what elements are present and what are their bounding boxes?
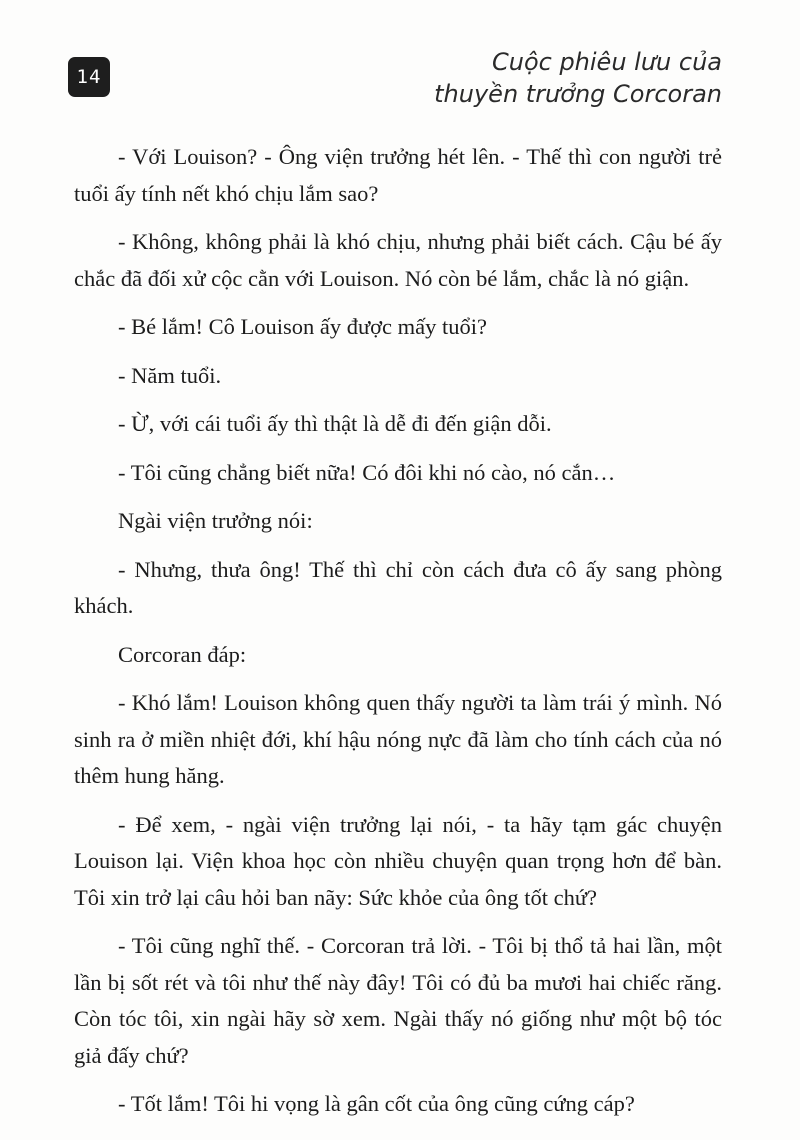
page-number-badge: 14 (68, 57, 110, 97)
paragraph: - Nhưng, thưa ông! Thế thì chỉ còn cách đưa cô ấy sang phòng khách. (74, 556, 722, 618)
paragraph: - Để xem, - ngài viện trưởng lại nói, - ta hãy tạm gác chuyện Louison lại. Viện khoa học còn nhiều chuyện quan trọng hơn để bàn. Tôi xin trở lại câu hỏi ban nãy: Sức khỏe của ông tốt chứ? (74, 811, 722, 910)
running-head-line-2: thuyền trưởng Corcoran (434, 80, 722, 108)
paragraph: - Không, không phải là khó chịu, nhưng phải biết cách. Cậu bé ấy chắc đã đối xử cộc cằn với Louison. Nó còn bé lắm, chắc là nó giận. (74, 229, 722, 291)
paragraph: - Ừ, với cái tuổi ấy thì thật là dễ đi đến giận dỗi. (118, 411, 552, 436)
paragraph: - Tốt lắm! Tôi hi vọng là gân cốt của ông cũng cứng cáp? (118, 1091, 635, 1116)
paragraph: - Khó lắm! Louison không quen thấy người ta làm trái ý mình. Nó sinh ra ở miền nhiệt đới, khí hậu nóng nực đã làm cho tính cách của nó thêm hung hăng. (74, 690, 722, 788)
paragraph: - Bé lắm! Cô Louison ấy được mấy tuổi? (118, 314, 488, 339)
paragraph: - Tôi cũng chẳng biết nữa! Có đôi khi nó cào, nó cắn… (118, 459, 616, 485)
paragraph: Ngài viện trưởng nói: (118, 508, 313, 533)
paragraph: - Năm tuổi. (118, 362, 222, 388)
running-head-line-1: Cuộc phiêu lưu của (491, 48, 722, 76)
paragraph: - Tôi cũng nghĩ thế. - Corcoran trả lời. - Tôi bị thổ tả hai lần, một lần bị sốt rét và tôi như thế này đây! Tôi có đủ ba mươi hai chiếc răng. Còn tóc tôi, xin ngài hãy sờ xem. Ngài thấy nó giống như một bộ tóc giả đấy chứ? (74, 933, 722, 1068)
paragraph: Corcoran đáp: (118, 641, 247, 667)
paragraph: - Với Louison? - Ông viện trưởng hét lên. - Thế thì con người trẻ tuổi ấy tính nết khó chịu lắm sao? (74, 144, 722, 206)
body-text (74, 139, 722, 1135)
running-head (322, 46, 722, 110)
